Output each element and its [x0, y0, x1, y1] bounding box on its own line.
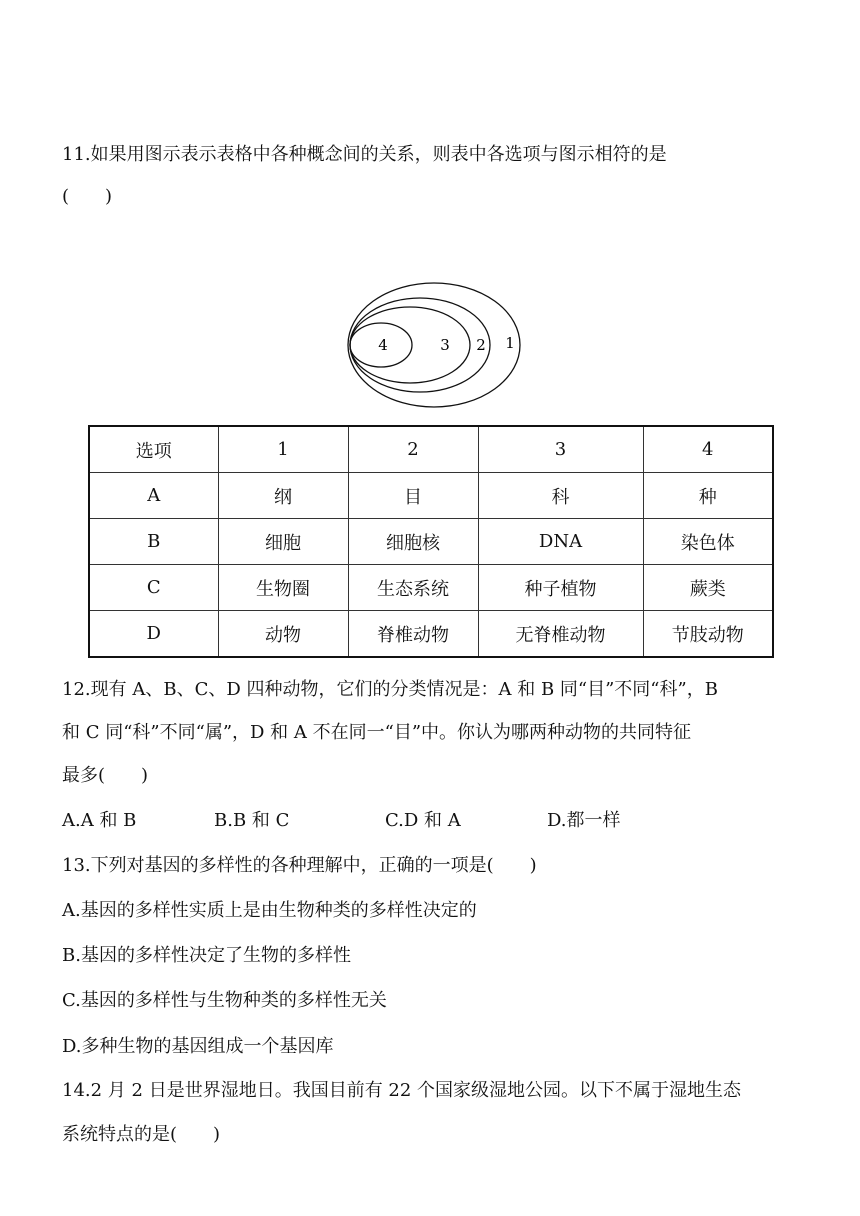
- table-cell: 脊椎动物: [348, 611, 478, 658]
- q14-stem-line2: 系统特点的是( ): [62, 1124, 221, 1145]
- table-cell: 科: [478, 473, 643, 519]
- table-cell: 纲: [218, 473, 348, 519]
- table-header-row: [89, 426, 773, 473]
- table-cell: 种: [643, 473, 773, 519]
- table-row: [89, 519, 773, 565]
- table-cell: 蕨类: [643, 565, 773, 611]
- q12-choice-c: C.D 和 A: [385, 810, 461, 831]
- q11-stem-line2: ( ): [62, 186, 113, 207]
- table-header-cell: 2: [348, 426, 478, 473]
- ellipse-1: [348, 283, 520, 407]
- table-row: [89, 565, 773, 611]
- ellipse-2: [350, 298, 490, 392]
- q13-stem: 13.下列对基因的多样性的各种理解中，正确的一项是( ): [62, 855, 537, 876]
- ellipse-3: [350, 307, 470, 383]
- table-header-cell: 4: [643, 426, 773, 473]
- table-cell: 目: [348, 473, 478, 519]
- q12-choices: [62, 808, 621, 834]
- q13-option-b: B.基因的多样性决定了生物的多样性: [62, 945, 351, 966]
- q12-stem-line3: 最多( ): [62, 765, 149, 786]
- table-cell: A: [89, 473, 218, 519]
- table-cell: B: [89, 519, 218, 565]
- table-cell: 细胞: [218, 519, 348, 565]
- q13-option-c: C.基因的多样性与生物种类的多样性无关: [62, 990, 387, 1011]
- table-cell: D: [89, 611, 218, 658]
- table-cell: 染色体: [643, 519, 773, 565]
- ellipse-label-3: 3: [440, 336, 450, 354]
- table-cell: 动物: [218, 611, 348, 658]
- table-header-cell: 1: [218, 426, 348, 473]
- table-header-cell: 选项: [89, 426, 218, 473]
- q13-option-a: A.基因的多样性实质上是由生物种类的多样性决定的: [62, 900, 477, 921]
- q11-stem-line1: 11.如果用图示表示表格中各种概念间的关系，则表中各选项与图示相符的是: [62, 144, 667, 165]
- q14-stem-line1: 14.2 月 2 日是世界湿地日。我国目前有 22 个国家级湿地公园。以下不属于湿地生态: [62, 1080, 742, 1101]
- table-row: [89, 611, 773, 658]
- table-cell: 细胞核: [348, 519, 478, 565]
- q12-stem-line1: 12.现有 A、B、C、D 四种动物，它们的分类情况是：A 和 B 同“目”不同“科”，B: [62, 679, 718, 700]
- options-table: [88, 425, 774, 658]
- ellipse-label-2: 2: [476, 336, 486, 354]
- table-cell: DNA: [478, 519, 643, 565]
- ellipse-label-1: 1: [505, 334, 515, 352]
- q12-stem-line2: 和 C 同“科”不同“属”，D 和 A 不在同一“目”中。你认为哪两种动物的共同特征: [62, 722, 692, 743]
- q12-choice-d: D.都一样: [547, 810, 621, 831]
- table-cell: 种子植物: [478, 565, 643, 611]
- table-cell: 节肢动物: [643, 611, 773, 658]
- q12-choice-a: A.A 和 B: [62, 810, 137, 831]
- table-header-cell: 3: [478, 426, 643, 473]
- q13-option-d: D.多种生物的基因组成一个基因库: [62, 1036, 334, 1057]
- table-cell: 生态系统: [348, 565, 478, 611]
- table-row: [89, 473, 773, 519]
- q12-choice-b: B.B 和 C: [214, 810, 290, 831]
- ellipse-label-4: 4: [378, 336, 388, 354]
- table-cell: 无脊椎动物: [478, 611, 643, 658]
- nested-ellipse-diagram: [340, 278, 530, 413]
- table-cell: 生物圈: [218, 565, 348, 611]
- table-cell: C: [89, 565, 218, 611]
